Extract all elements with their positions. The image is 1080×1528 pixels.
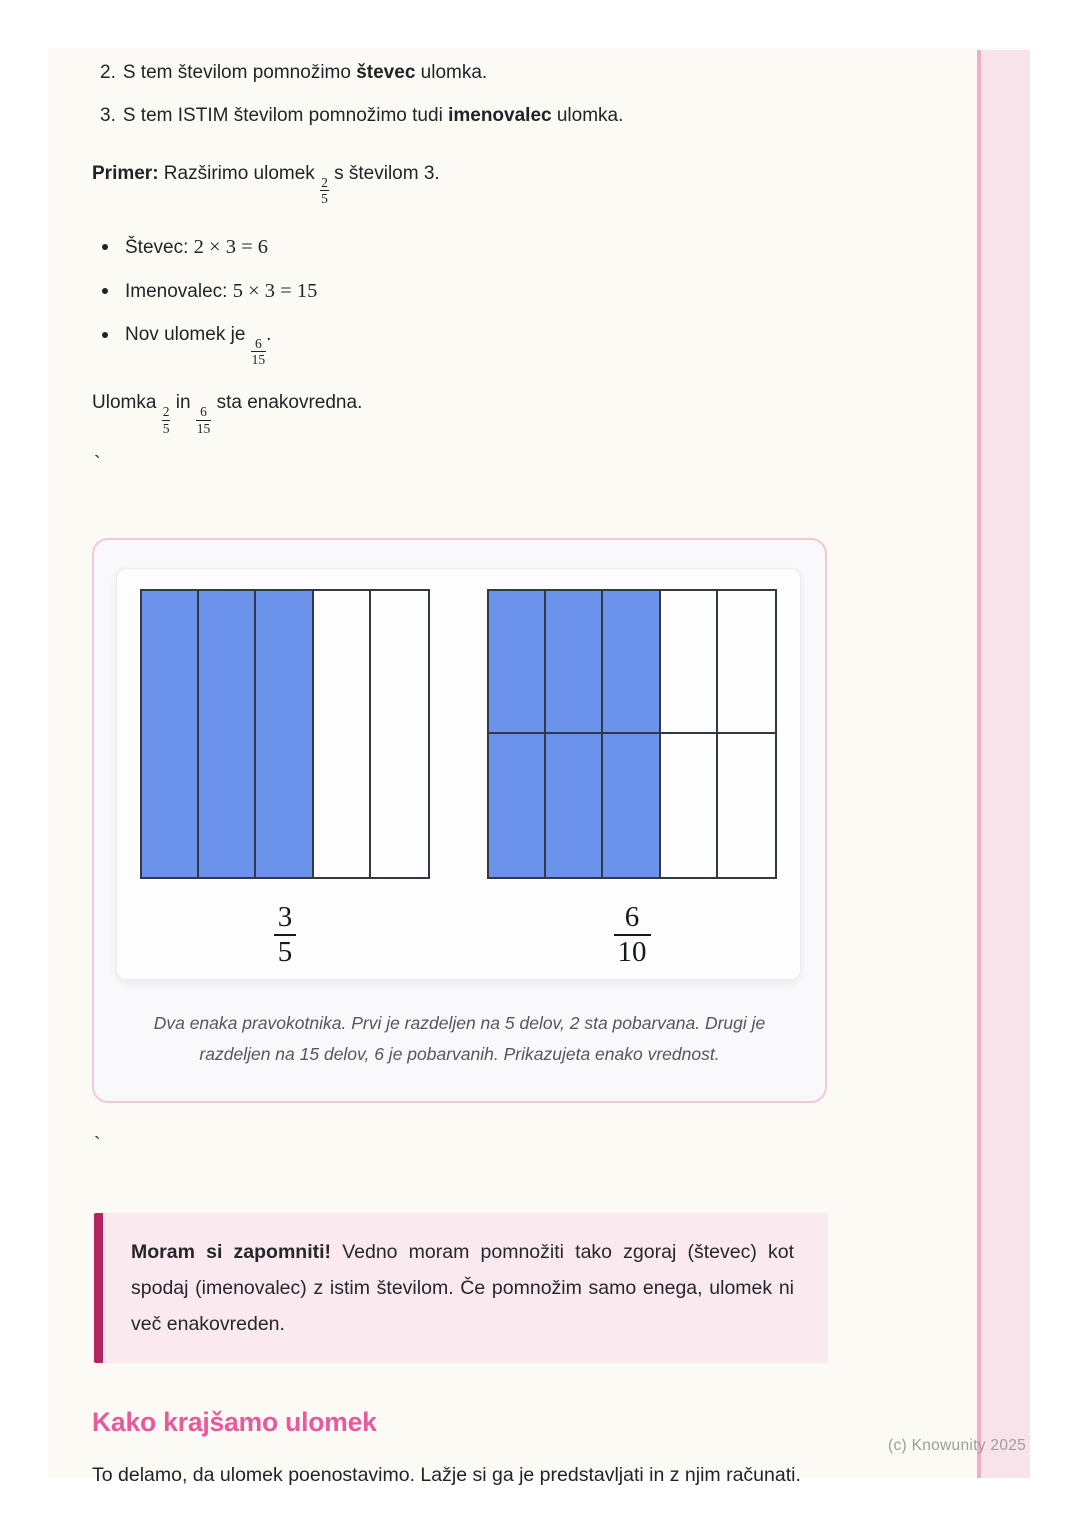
empty-cell bbox=[718, 591, 775, 734]
step-item bbox=[100, 60, 830, 86]
fraction-numerator: 2 bbox=[162, 404, 170, 420]
shaded-cell bbox=[489, 591, 546, 734]
empty-cell bbox=[661, 734, 718, 877]
figure-card bbox=[92, 538, 827, 1103]
copyright-watermark: (c) Knowunity 2025 bbox=[888, 1437, 1027, 1454]
page-edge-strip bbox=[977, 50, 1030, 1478]
primer-text: s številom 3. bbox=[328, 163, 440, 184]
empty-cell bbox=[371, 591, 428, 877]
bullet-item bbox=[92, 320, 830, 367]
fraction-numerator: 6 bbox=[200, 404, 207, 420]
bullet-text: Imenovalec: bbox=[125, 281, 233, 303]
stray-backtick: ` bbox=[94, 452, 101, 475]
inline-fraction bbox=[251, 336, 267, 367]
callout-text: Vedno moram pomnožiti tako zgoraj (števec) kot spodaj (imenovalec) z istim številom. Če pomnožim samo enega, ulomek ni več enakovreden. bbox=[131, 1240, 794, 1335]
document-page bbox=[48, 48, 1030, 1486]
section-heading: Kako krajšamo ulomek bbox=[92, 1406, 377, 1437]
left-diagram-block bbox=[140, 589, 430, 970]
shaded-cell bbox=[546, 734, 603, 877]
equivalence-paragraph bbox=[92, 387, 830, 435]
fraction-denominator: 5 bbox=[274, 934, 297, 969]
fraction-numerator: 3 bbox=[277, 900, 293, 933]
inline-fraction bbox=[196, 404, 212, 435]
math-expression: 5 × 3 = 15 bbox=[232, 280, 318, 303]
body-paragraph: To delamo, da ulomek poenostavimo. Lažje si ga je predstavljati in z njim računati. bbox=[92, 1463, 801, 1486]
equivalence-text: sta enakovredna. bbox=[211, 392, 363, 414]
empty-cell bbox=[718, 734, 775, 877]
fraction-numerator: 6 bbox=[255, 336, 262, 352]
page-content bbox=[92, 48, 830, 1495]
fraction-denominator: 5 bbox=[162, 420, 170, 436]
step-text: ulomka. bbox=[415, 62, 488, 83]
bullet-item bbox=[92, 232, 830, 263]
step-text: ulomka. bbox=[551, 105, 624, 126]
empty-cell bbox=[661, 591, 718, 734]
shaded-cell bbox=[256, 591, 313, 877]
step-text: S tem ISTIM številom pomnožimo tudi bbox=[122, 105, 449, 126]
fraction-grid-left bbox=[140, 589, 430, 879]
bullet-text: . bbox=[266, 324, 272, 346]
shaded-cell bbox=[489, 734, 546, 877]
inline-fraction bbox=[320, 175, 329, 206]
fraction-denominator: 15 bbox=[251, 352, 266, 368]
step-item bbox=[100, 103, 830, 129]
equivalence-text: in bbox=[170, 392, 196, 414]
fraction-label-right bbox=[614, 901, 651, 970]
empty-cell bbox=[314, 591, 371, 877]
bullet-text: Nov ulomek je bbox=[125, 324, 251, 346]
numbered-steps bbox=[92, 60, 830, 129]
primer-label: Primer: bbox=[92, 163, 159, 184]
shaded-cell bbox=[199, 591, 256, 877]
step-text-bold: števec bbox=[356, 62, 416, 83]
callout-title: Moram si zapomniti! bbox=[131, 1240, 332, 1263]
fraction-denominator: 10 bbox=[614, 934, 651, 969]
primer-text: Razširimo ulomek bbox=[158, 163, 321, 184]
stray-backtick: ` bbox=[94, 1133, 101, 1156]
fraction-numerator: 6 bbox=[624, 900, 640, 933]
step-text-bold: imenovalec bbox=[448, 105, 552, 126]
step-number: 2. bbox=[100, 62, 116, 83]
bullet-item bbox=[92, 276, 830, 307]
fraction-label-left bbox=[274, 901, 297, 970]
step-number: 3. bbox=[100, 105, 116, 126]
figure-caption: Dva enaka pravokotnika. Prvi je razdeljen na 5 delov, 2 sta pobarvana. Drugi je razdeljen na 15 delov, 6 je pobarvanih. Prikazujeta enako vrednost. bbox=[153, 1012, 766, 1064]
fraction-denominator: 5 bbox=[321, 191, 328, 207]
note-callout bbox=[94, 1213, 828, 1363]
shaded-cell bbox=[603, 591, 660, 734]
bullet-text: Števec: bbox=[125, 237, 194, 259]
fraction-grid-right bbox=[487, 589, 777, 879]
fraction-denominator: 15 bbox=[196, 420, 211, 436]
shaded-cell bbox=[546, 591, 603, 734]
shaded-cell bbox=[142, 591, 199, 877]
equivalence-text: Ulomka bbox=[92, 392, 162, 414]
primer-paragraph bbox=[92, 159, 830, 206]
fraction-numerator: 2 bbox=[321, 175, 328, 190]
figure-inner-card bbox=[116, 568, 801, 980]
right-diagram-block bbox=[487, 589, 777, 970]
shaded-cell bbox=[603, 734, 660, 877]
bullet-list bbox=[92, 232, 830, 367]
math-expression: 2 × 3 = 6 bbox=[193, 236, 269, 259]
step-text: S tem številom pomnožimo bbox=[122, 62, 357, 83]
